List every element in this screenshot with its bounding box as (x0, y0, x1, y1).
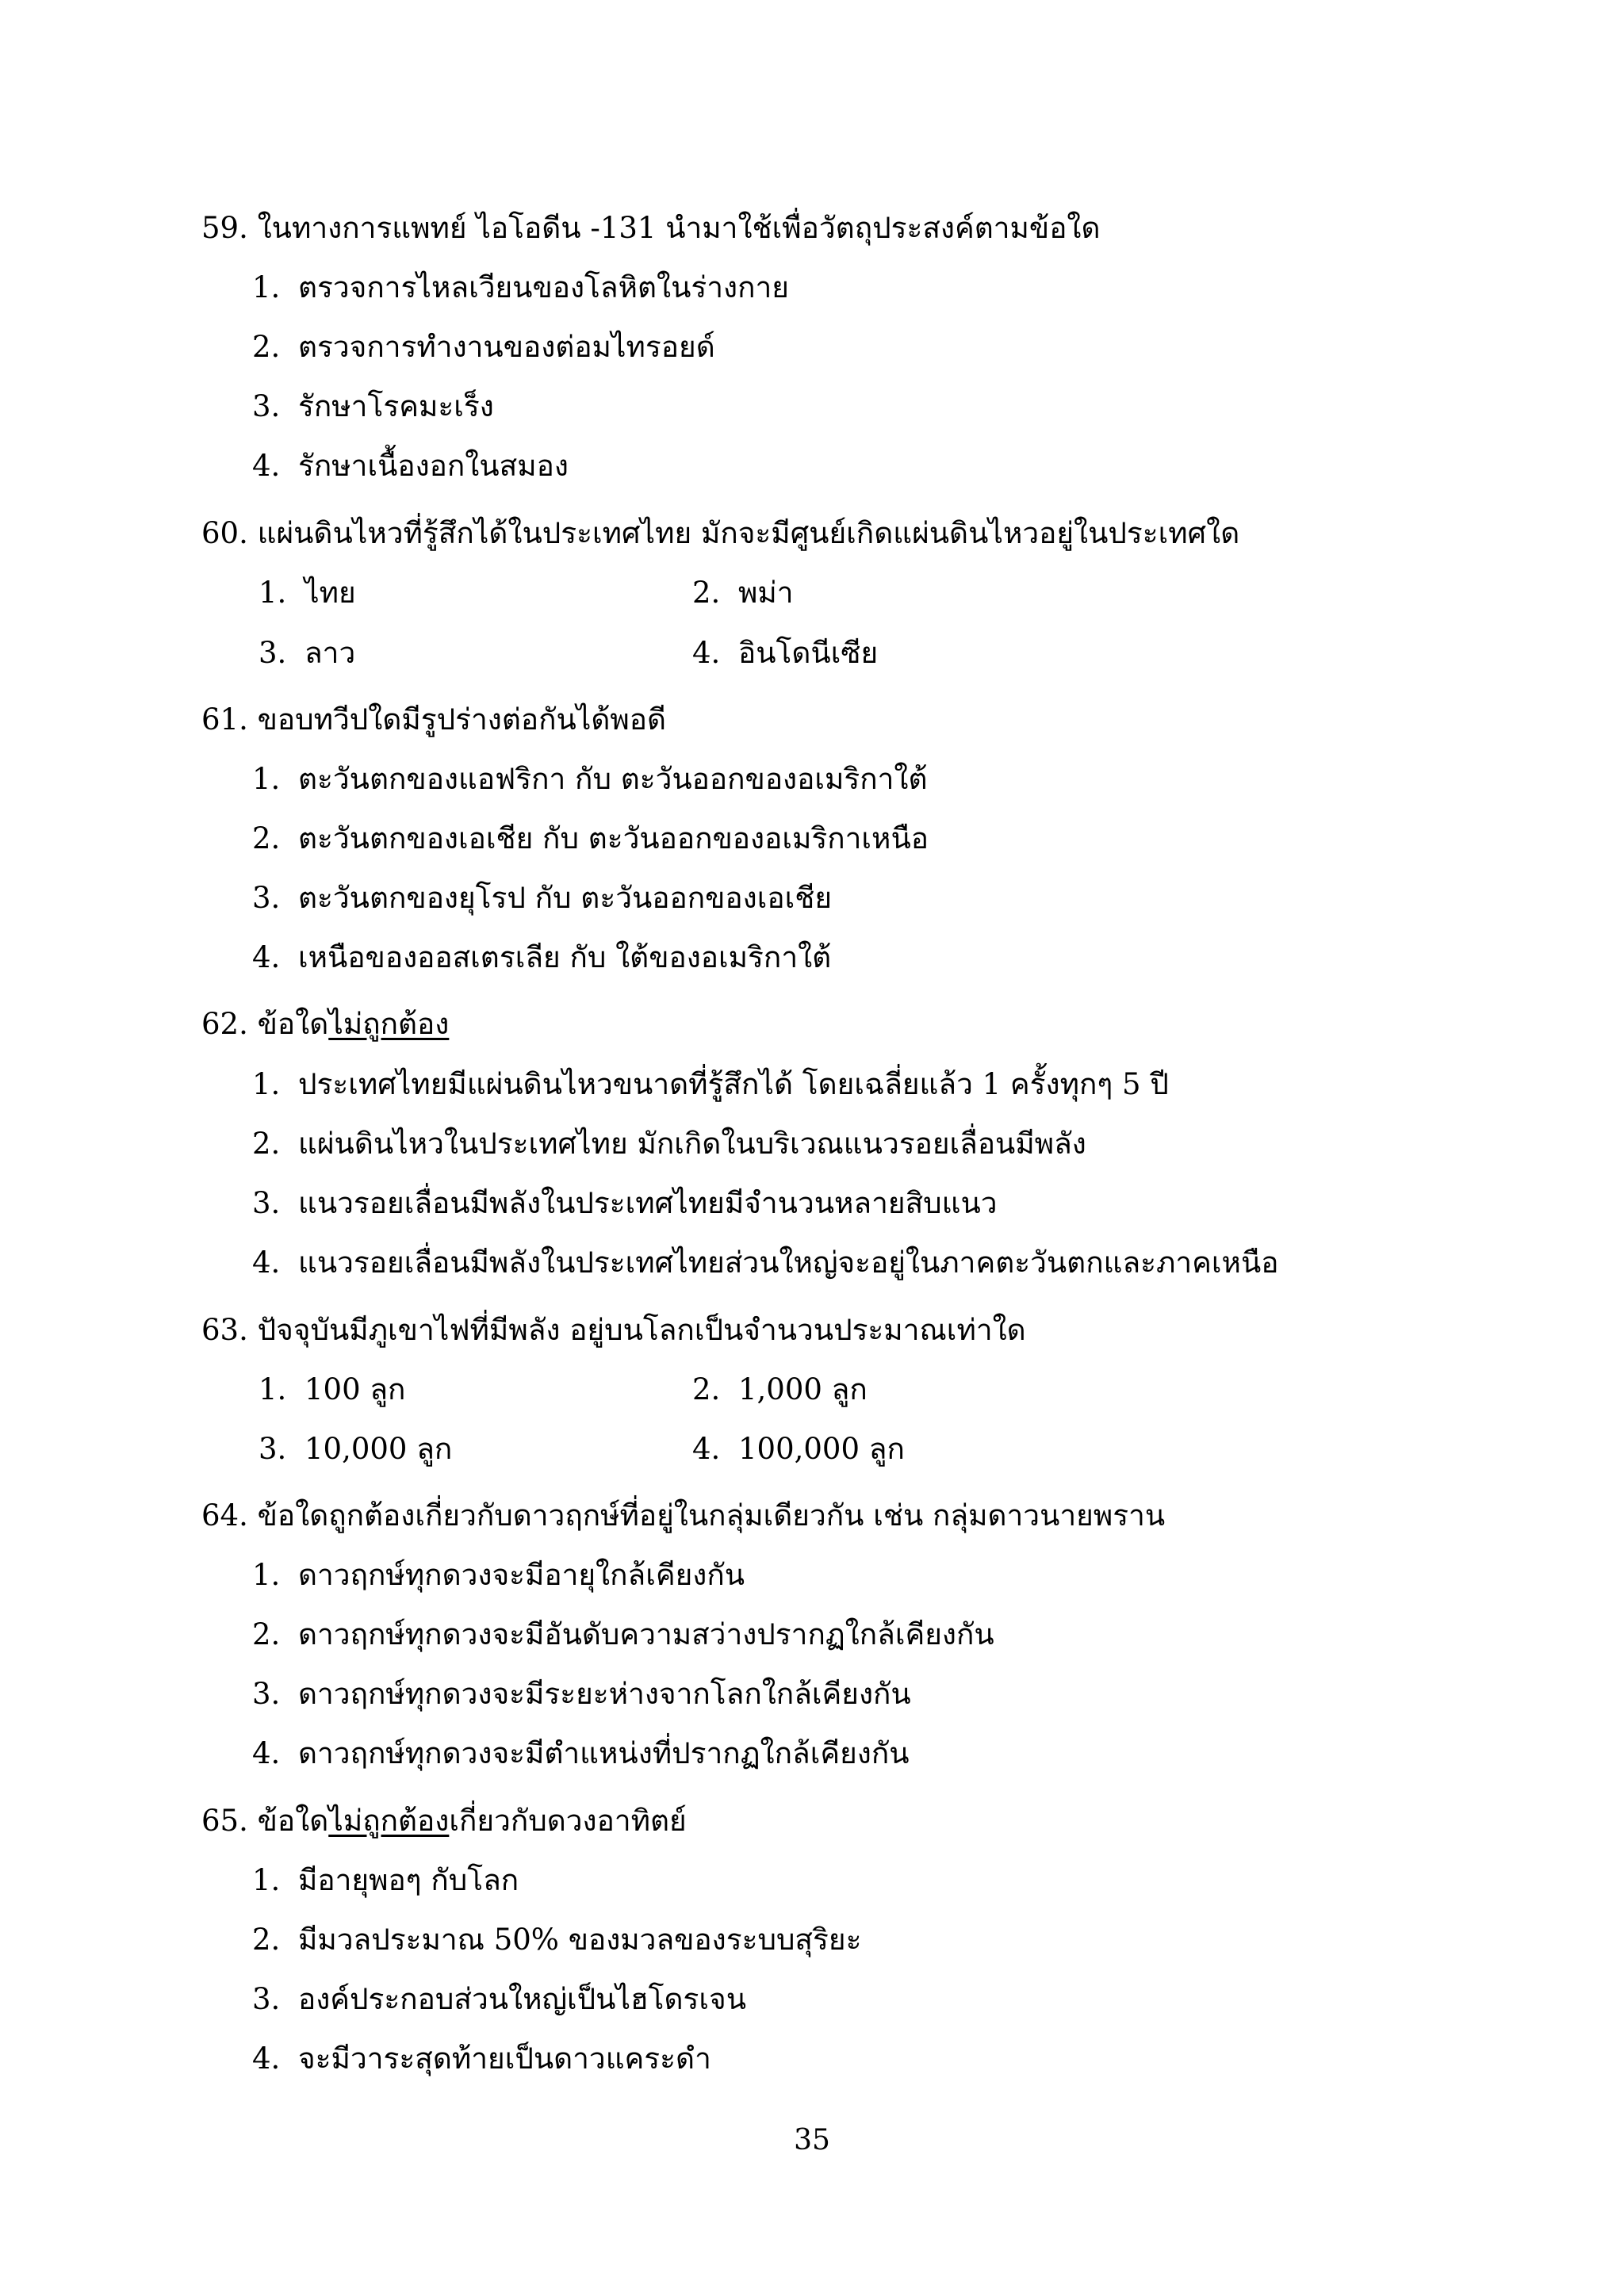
question-number: 59. (201, 211, 248, 245)
option-number: 2. (252, 1127, 281, 1161)
option-number: 1. (259, 1372, 287, 1406)
question-text: แผ่นดินไหวที่รู้สึกได้ในประเทศไทย มักจะมีศูนย์เกิดแผ่นดินไหวอยู่ในประเทศใด (257, 516, 1240, 550)
option-number: 1. (252, 762, 281, 796)
option-text: รักษาเนื้องอกในสมอง (298, 449, 569, 483)
option-number: 4. (252, 449, 281, 483)
question-text: ขอบทวีปใดมีรูปร่างต่อกันได้พอดี (257, 702, 667, 737)
question-number: 65. (201, 1804, 248, 1838)
question-65 (201, 1802, 687, 1840)
question-text: ปัจจุบันมีภูเขาไฟที่มีพลัง อยู่บนโลกเป็นจำนวนประมาณเท่าใด (257, 1313, 1026, 1347)
option-number: 3. (252, 1186, 281, 1220)
question-64 (201, 1497, 1165, 1535)
option-text: 100 ลูก (304, 1372, 406, 1406)
question-59 (201, 209, 1101, 247)
question-number: 63. (201, 1313, 248, 1347)
option-text: แนวรอยเลื่อนมีพลังในประเทศไทยมีจำนวนหลายสิบแนว (298, 1186, 998, 1220)
question-61 (201, 701, 666, 739)
option-number: 1. (252, 1558, 281, 1592)
question-text-underlined: ไม่ถูกต้อง (328, 1804, 450, 1838)
option-number: 3. (252, 389, 281, 423)
option-number: 2. (252, 330, 281, 364)
option-text: ประเทศไทยมีแผ่นดินไหวขนาดที่รู้สึกได้ โดยเฉลี่ยแล้ว 1 ครั้งทุกๆ 5 ปี (298, 1067, 1169, 1101)
option-text: ดาวฤกษ์ทุกดวงจะมีอันดับความสว่างปรากฏใกล้เคียงกัน (298, 1617, 994, 1651)
option-number: 2. (692, 576, 721, 610)
option-number: 4. (252, 1736, 281, 1770)
option-number: 4. (252, 2042, 281, 2076)
question-60 (201, 515, 1239, 553)
option-text: รักษาโรคมะเร็ง (298, 389, 494, 423)
option-number: 4. (252, 940, 281, 974)
question-text-prefix: ข้อใด (257, 1007, 329, 1041)
option-text: แผ่นดินไหวในประเทศไทย มักเกิดในบริเวณแนวรอยเลื่อนมีพลัง (298, 1127, 1086, 1161)
option-number: 2. (252, 1617, 281, 1651)
option-number: 3. (252, 881, 281, 915)
option-number: 4. (252, 1246, 281, 1280)
question-62 (201, 1005, 449, 1043)
option-number: 3. (252, 1982, 281, 2016)
option-text: 1,000 ลูก (738, 1372, 868, 1406)
option-number: 1. (252, 1863, 281, 1897)
option-number: 1. (252, 1067, 281, 1101)
option-number: 2. (252, 1923, 281, 1957)
option-text: ตะวันตกของยุโรป กับ ตะวันออกของเอเชีย (298, 881, 833, 915)
question-text-suffix: เกี่ยวกับดวงอาทิตย์ (449, 1804, 687, 1838)
option-text: 100,000 ลูก (738, 1432, 905, 1466)
question-text: ในทางการแพทย์ ไอโอดีน -131 นำมาใช้เพื่อวัตถุประสงค์ตามข้อใด (257, 211, 1101, 245)
question-number: 60. (201, 516, 248, 550)
option-number: 3. (252, 1677, 281, 1711)
option-number: 1. (259, 576, 287, 610)
option-text: ดาวฤกษ์ทุกดวงจะมีตำแหน่งที่ปรากฏใกล้เคียงกัน (298, 1736, 910, 1770)
option-text: ตะวันตกของเอเชีย กับ ตะวันออกของอเมริกาเหนือ (298, 821, 929, 855)
option-text: ตรวจการไหลเวียนของโลหิตในร่างกาย (298, 270, 789, 304)
option-number: 3. (259, 636, 287, 670)
option-number: 1. (252, 270, 281, 304)
page-number: 35 (794, 2124, 830, 2156)
question-text-underlined: ไม่ถูกต้อง (328, 1007, 450, 1041)
question-number: 64. (201, 1498, 248, 1533)
option-text: อินโดนีเซีย (738, 636, 879, 670)
question-number: 62. (201, 1007, 248, 1041)
option-text: ไทย (304, 576, 356, 610)
option-text: พม่า (738, 576, 794, 610)
option-number: 3. (259, 1432, 287, 1466)
question-63 (201, 1311, 1026, 1349)
option-text: แนวรอยเลื่อนมีพลังในประเทศไทยส่วนใหญ่จะอยู่ในภาคตะวันตกและภาคเหนือ (298, 1246, 1279, 1280)
option-number: 2. (692, 1372, 721, 1406)
option-text: มีอายุพอๆ กับโลก (298, 1863, 519, 1897)
option-text: ลาว (304, 636, 356, 670)
option-text: ดาวฤกษ์ทุกดวงจะมีอายุใกล้เคียงกัน (298, 1558, 745, 1592)
question-text: ข้อใดถูกต้องเกี่ยวกับดาวฤกษ์ที่อยู่ในกลุ่มเดียวกัน เช่น กลุ่มดาวนายพราน (257, 1498, 1166, 1533)
option-text: ดาวฤกษ์ทุกดวงจะมีระยะห่างจากโลกใกล้เคียงกัน (298, 1677, 911, 1711)
question-number: 61. (201, 702, 248, 737)
option-text: 10,000 ลูก (304, 1432, 453, 1466)
option-text: ตรวจการทำงานของต่อมไทรอยด์ (298, 330, 715, 364)
option-number: 4. (692, 1432, 721, 1466)
question-text-prefix: ข้อใด (257, 1804, 329, 1838)
option-text: ตะวันตกของแอฟริกา กับ ตะวันออกของอเมริกาใต้ (298, 762, 928, 796)
option-text: เหนือของออสเตรเลีย กับ ใต้ของอเมริกาใต้ (298, 940, 832, 974)
option-text: มีมวลประมาณ 50% ของมวลของระบบสุริยะ (298, 1923, 862, 1957)
option-number: 2. (252, 821, 281, 855)
option-text: จะมีวาระสุดท้ายเป็นดาวแคระดำ (298, 2042, 711, 2076)
option-text: องค์ประกอบส่วนใหญ่เป็นไฮโดรเจน (298, 1982, 747, 2016)
option-number: 4. (692, 636, 721, 670)
